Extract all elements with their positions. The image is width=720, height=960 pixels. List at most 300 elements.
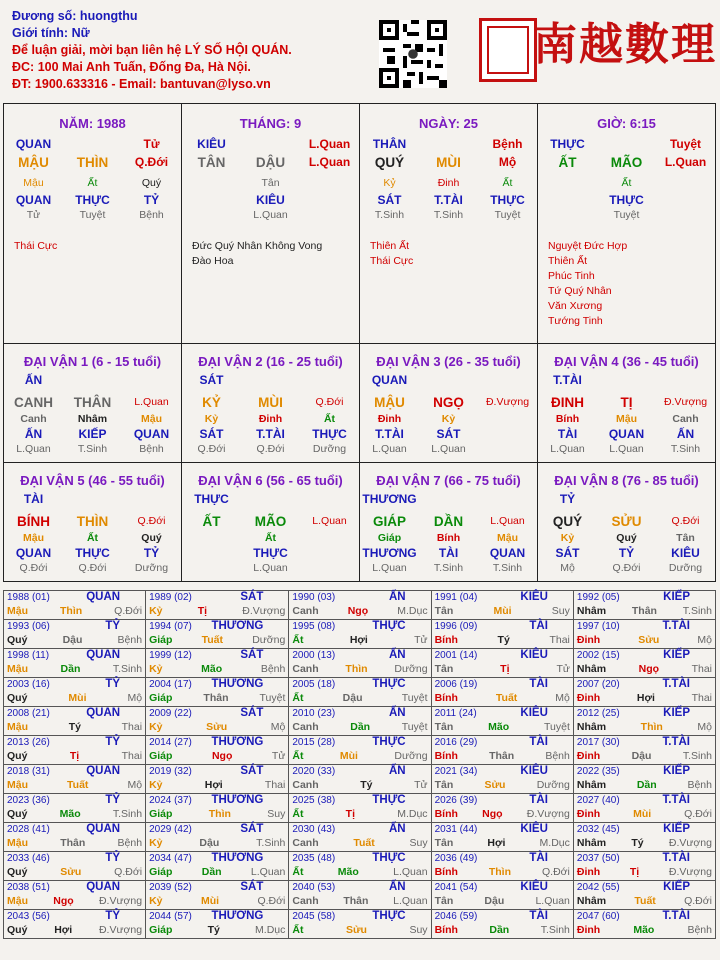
dai-van-phase-row-item: Q.Đới bbox=[197, 443, 226, 455]
dai-van-god-row bbox=[182, 427, 359, 443]
dai-van-god-row-item: THỰC bbox=[312, 427, 347, 441]
dai-van-god-row-item: QUAN bbox=[15, 546, 52, 560]
year-branch: Hợi bbox=[349, 634, 368, 646]
year-phase: Thai bbox=[121, 721, 143, 733]
year-branch: Dậu bbox=[342, 692, 363, 704]
year-cell bbox=[146, 620, 289, 649]
contact-line: Để luận giải, mời bạn liên hệ LÝ SỐ HỘI QUÁN. bbox=[12, 43, 292, 57]
pillar-title: GIỜ: 6:15 bbox=[597, 116, 656, 131]
year-label: 1991 (04) bbox=[434, 592, 478, 603]
year-cell bbox=[431, 591, 573, 620]
year-branch: Tý bbox=[497, 634, 510, 646]
year-phase: Mộ bbox=[127, 692, 143, 704]
dai-van-hidden-row bbox=[360, 532, 537, 546]
year-stem: Tân bbox=[434, 779, 454, 791]
gender: Giới tính: Nữ bbox=[12, 26, 90, 40]
year-phase: M.Dục bbox=[397, 605, 428, 617]
pillar-top-row-item: Tử bbox=[143, 137, 160, 151]
dai-van-god: THỰC bbox=[194, 492, 229, 506]
dai-van-hidden-row-item bbox=[300, 532, 359, 546]
dai-van-stem-row-item: Q.Đới bbox=[137, 515, 166, 527]
year-phase: L.Quan bbox=[250, 866, 286, 878]
dai-van-hidden-row-item: Mậu bbox=[23, 532, 44, 544]
year-phase: Dưỡng bbox=[394, 750, 428, 762]
dai-van-top-row bbox=[360, 373, 537, 391]
year-stem: Nhâm bbox=[576, 779, 607, 791]
year-cell bbox=[146, 765, 289, 794]
dai-van-stem-row-item: Đ.Vượng bbox=[485, 396, 530, 408]
dai-van-stem-row bbox=[182, 391, 359, 413]
year-label: 2017 (30) bbox=[576, 737, 620, 748]
year-cell bbox=[573, 765, 715, 794]
year-phase: T.Sinh bbox=[112, 663, 143, 675]
year-god: TỶ bbox=[105, 678, 121, 690]
year-label: 2019 (32) bbox=[149, 766, 192, 777]
dai-van-hidden-row bbox=[182, 532, 359, 546]
dai-van-god: SÁT bbox=[199, 373, 224, 387]
year-stem: Tân bbox=[434, 895, 454, 907]
dai-van-title: ĐẠI VẬN 2 (16 - 25 tuổi) bbox=[198, 354, 343, 369]
pillar-stem-row-item: MÙI bbox=[436, 155, 461, 170]
pillar-top-row-item: THỰC bbox=[550, 137, 585, 151]
blank bbox=[597, 373, 656, 391]
dai-van-phase-row bbox=[182, 562, 359, 576]
year-stem: Kỷ bbox=[149, 605, 163, 617]
year-cell bbox=[573, 736, 715, 765]
pillar-hidden-row-item: Quý bbox=[141, 177, 162, 189]
year-god: KIÊU bbox=[520, 649, 548, 661]
dai-van-phase-row-item: L.Quan bbox=[253, 562, 288, 574]
year-branch: Dậu bbox=[62, 634, 83, 646]
year-phase: Tuyệt bbox=[259, 692, 286, 704]
year-cell bbox=[431, 881, 573, 910]
dai-van-stem-row-item: L.Quan bbox=[312, 515, 347, 527]
year-god: T.TÀI bbox=[662, 678, 690, 690]
pillar-god-row-item: THỰC bbox=[609, 193, 644, 207]
year-cell bbox=[431, 736, 573, 765]
dai-van-title: ĐẠI VẬN 1 (6 - 15 tuổi) bbox=[23, 354, 162, 369]
year-phase: Tuyệt bbox=[401, 692, 428, 704]
dai-van-phase-row-item: Q.Đới bbox=[78, 562, 107, 574]
year-label: 2005 (18) bbox=[292, 679, 336, 690]
dai-van-god-row-item: TỶ bbox=[618, 546, 635, 560]
year-cell bbox=[289, 736, 431, 765]
pillar-top-row bbox=[182, 137, 359, 155]
year-cell bbox=[146, 591, 289, 620]
pillar-top-row-item bbox=[241, 137, 300, 155]
year-phase: Bệnh bbox=[545, 750, 570, 762]
dai-van-hidden-row-item: Mậu bbox=[497, 532, 518, 544]
year-cell bbox=[4, 736, 146, 765]
dai-van-2 bbox=[182, 344, 360, 463]
star-label: Nguyệt Đức Hợp bbox=[548, 240, 628, 252]
year-label: 2026 (39) bbox=[434, 795, 478, 806]
pillar-stem-row-item: MÃO bbox=[610, 155, 643, 170]
year-stem: Đinh bbox=[576, 924, 601, 936]
year-stem: Kỷ bbox=[149, 779, 163, 791]
year-god: THƯƠNG bbox=[211, 910, 264, 922]
year-label: 2039 (52) bbox=[149, 882, 192, 893]
year-phase: Suy bbox=[409, 837, 428, 849]
dai-van-god-row-item: SÁT bbox=[199, 427, 224, 441]
dai-van-phase-row-item bbox=[300, 562, 359, 576]
year-stem: Giáp bbox=[149, 866, 173, 878]
year-cell bbox=[573, 852, 715, 881]
year-branch: Sửu bbox=[345, 924, 367, 936]
dai-van-hidden-row-item: Bính bbox=[555, 413, 580, 425]
pillar-day bbox=[360, 104, 538, 344]
dai-van-phase-row bbox=[538, 562, 715, 576]
year-branch: Thìn bbox=[208, 808, 231, 820]
year-god: SÁT bbox=[240, 765, 264, 777]
year-label: 1992 (05) bbox=[576, 592, 620, 603]
year-branch: Mão bbox=[201, 663, 223, 675]
pillar-phase-row-item: T.Sinh bbox=[374, 209, 405, 221]
pillar-hidden-row-item: Ất bbox=[87, 177, 98, 189]
pillar-god-row bbox=[4, 193, 181, 209]
dai-van-god-row-item bbox=[478, 427, 537, 443]
pillar-stem-row bbox=[360, 155, 537, 177]
year-phase: M.Dục bbox=[255, 924, 286, 936]
dai-van-stem-row-item: GIÁP bbox=[372, 513, 406, 529]
year-stem: Kỷ bbox=[149, 895, 163, 907]
dai-van-god-row-item: THỰC bbox=[253, 546, 288, 560]
blank bbox=[478, 373, 537, 391]
blank bbox=[122, 373, 181, 391]
dai-van-stem-row-item: MÃO bbox=[254, 513, 287, 529]
pillar-god-row bbox=[538, 193, 715, 209]
year-phase: Q.Đới bbox=[684, 895, 712, 907]
pillar-god-row-item: TỶ bbox=[143, 193, 160, 207]
dai-van-god: ẤN bbox=[24, 373, 43, 387]
dai-van-6 bbox=[182, 463, 360, 582]
year-label: 2038 (51) bbox=[7, 882, 50, 893]
pillars-grid bbox=[3, 103, 716, 582]
year-branch: Tý bbox=[68, 721, 81, 733]
pillar-hidden-row-item: Kỷ bbox=[383, 177, 396, 189]
dai-van-god-row-item: T.TÀI bbox=[375, 427, 404, 441]
year-cell bbox=[146, 910, 289, 939]
year-god: T.TÀI bbox=[662, 910, 690, 922]
dai-van-god-row bbox=[182, 546, 359, 562]
dai-van-top-row bbox=[360, 492, 537, 510]
year-cell bbox=[573, 794, 715, 823]
pillar-hidden-row bbox=[538, 177, 715, 193]
blank bbox=[419, 492, 478, 510]
year-cell bbox=[289, 881, 431, 910]
year-cell bbox=[4, 852, 146, 881]
year-cell bbox=[289, 591, 431, 620]
year-stem: Đinh bbox=[576, 866, 601, 878]
year-branch: Tý bbox=[207, 924, 220, 936]
year-god: THỰC bbox=[372, 678, 406, 690]
dai-van-stem-row-item: SỬU bbox=[611, 513, 642, 529]
year-cell bbox=[431, 649, 573, 678]
year-cell bbox=[573, 649, 715, 678]
year-label: 2029 (42) bbox=[149, 824, 192, 835]
qr-code-icon bbox=[379, 20, 447, 88]
year-stem: Bính bbox=[434, 866, 458, 878]
year-phase: Dưỡng bbox=[394, 663, 428, 675]
year-phase: Q.Đới bbox=[684, 808, 712, 820]
year-label: 2010 (23) bbox=[292, 708, 336, 719]
dai-van-3 bbox=[360, 344, 538, 463]
blank bbox=[419, 373, 478, 391]
year-god: THỰC bbox=[372, 620, 406, 632]
year-god: T.TÀI bbox=[662, 852, 690, 864]
pillar-top-row-item bbox=[63, 137, 122, 155]
year-branch: Mùi bbox=[493, 605, 512, 617]
year-branch: Tý bbox=[631, 837, 644, 849]
year-branch: Thân bbox=[203, 692, 229, 704]
blank bbox=[122, 492, 181, 510]
year-god: SÁT bbox=[240, 707, 264, 719]
year-label: 1998 (11) bbox=[7, 650, 50, 661]
dai-van-stem-row bbox=[182, 510, 359, 532]
dai-van-phase-row-item: Q.Đới bbox=[612, 562, 641, 574]
year-god: KIÊU bbox=[520, 765, 548, 777]
year-phase: Đ.Vượng bbox=[526, 808, 570, 820]
dai-van-hidden-row-item: Nhâm bbox=[77, 413, 108, 425]
dai-van-hidden-row bbox=[4, 532, 181, 546]
pillar-top-row-item bbox=[419, 137, 478, 155]
blank bbox=[63, 373, 122, 391]
year-phase: Đ.Vượng bbox=[98, 895, 143, 907]
dai-van-god-row-item: QUAN bbox=[608, 427, 645, 441]
dai-van-stem-row-item: KỶ bbox=[202, 394, 221, 410]
dai-van-top-row bbox=[182, 373, 359, 391]
year-stem: Nhâm bbox=[576, 895, 607, 907]
year-phase: Tuyệt bbox=[544, 721, 570, 733]
dai-van-phase-row bbox=[360, 443, 537, 457]
year-branch: Hợi bbox=[487, 837, 506, 849]
dai-van-god-row bbox=[538, 546, 715, 562]
dai-van-god-row-item: ẤN bbox=[676, 427, 695, 441]
seal-stamp-icon bbox=[479, 18, 537, 82]
dai-van-stem-row bbox=[360, 510, 537, 532]
dai-van-5 bbox=[4, 463, 182, 582]
year-phase: Tử bbox=[414, 634, 428, 646]
year-label: 2012 (25) bbox=[576, 708, 620, 719]
dai-van-stem-row-item: THÂN bbox=[73, 394, 112, 410]
year-branch: Hợi bbox=[204, 779, 223, 791]
dai-van-god-row-item: QUAN bbox=[133, 427, 170, 441]
year-stem: Nhâm bbox=[576, 605, 607, 617]
year-phase: Dưỡng bbox=[252, 634, 286, 646]
year-stem: Tân bbox=[434, 837, 454, 849]
year-branch: Dần bbox=[60, 663, 81, 675]
pillar-phase-row bbox=[182, 209, 359, 225]
year-god: TÀI bbox=[529, 678, 548, 690]
year-label: 2015 (28) bbox=[292, 737, 336, 748]
pillar-stem-row-item: DẬU bbox=[255, 155, 286, 170]
year-label: 2000 (13) bbox=[292, 650, 336, 661]
year-phase: Bệnh bbox=[117, 634, 143, 646]
year-stem: Bính bbox=[434, 808, 458, 820]
dai-van-hidden-row-item: Giáp bbox=[377, 532, 402, 544]
year-cell bbox=[4, 794, 146, 823]
year-stem: Canh bbox=[292, 895, 319, 907]
year-cell bbox=[573, 881, 715, 910]
year-god: KIÊU bbox=[520, 823, 548, 835]
year-label: 2028 (41) bbox=[7, 824, 50, 835]
pillar-year bbox=[4, 104, 182, 344]
dai-van-phase-row bbox=[182, 443, 359, 457]
dai-van-phase-row-item: L.Quan bbox=[431, 443, 466, 455]
blank bbox=[300, 373, 359, 391]
pillar-hidden-row-item bbox=[656, 177, 715, 193]
year-god: SÁT bbox=[240, 823, 264, 835]
year-cell bbox=[431, 765, 573, 794]
star-label: Thiên Ất bbox=[548, 255, 588, 267]
pillar-god-row-item: THỰC bbox=[75, 193, 110, 207]
pillar-month bbox=[182, 104, 360, 344]
star-label: Thái Cực bbox=[370, 255, 414, 267]
year-phase: L.Quan bbox=[535, 895, 570, 907]
dai-van-hidden-row-item: Đinh bbox=[377, 413, 402, 425]
year-label: 2030 (43) bbox=[292, 824, 336, 835]
pillar-top-row bbox=[360, 137, 537, 155]
dai-van-god-row-item: SÁT bbox=[436, 427, 461, 441]
year-stem: Canh bbox=[292, 837, 319, 849]
dai-van-stem-row-item: NGỌ bbox=[433, 394, 464, 410]
year-god: THỰC bbox=[372, 910, 406, 922]
pillar-god-row-item: KIÊU bbox=[256, 193, 285, 207]
dai-van-4 bbox=[538, 344, 716, 463]
star-label: Văn Xương bbox=[548, 300, 603, 312]
dai-van-phase-row bbox=[4, 562, 181, 576]
dai-van-phase-row-item: T.Sinh bbox=[670, 443, 701, 455]
year-label: 1993 (06) bbox=[7, 621, 50, 632]
year-cell bbox=[4, 620, 146, 649]
year-branch: Mùi bbox=[68, 692, 87, 704]
pillar-god-row-item bbox=[656, 193, 715, 209]
year-god: KIẾP bbox=[663, 591, 690, 603]
year-label: 2011 (24) bbox=[434, 708, 477, 719]
year-cell bbox=[573, 620, 715, 649]
year-cell bbox=[289, 707, 431, 736]
pillar-god-row-item: QUAN bbox=[15, 193, 52, 207]
year-label: 2034 (47) bbox=[149, 853, 192, 864]
year-label: 2009 (22) bbox=[149, 708, 192, 719]
year-branch: Sửu bbox=[60, 866, 82, 878]
pillar-title: THÁNG: 9 bbox=[239, 116, 302, 131]
year-branch: Ngọ bbox=[638, 663, 660, 675]
dai-van-hidden-row-item: Kỷ bbox=[560, 532, 575, 544]
year-cell bbox=[573, 823, 715, 852]
year-label: 2021 (34) bbox=[434, 766, 478, 777]
dai-van-stem-row-item: L.Quan bbox=[490, 515, 525, 527]
year-label: 1995 (08) bbox=[292, 621, 336, 632]
year-cell bbox=[4, 765, 146, 794]
year-god: ẤN bbox=[388, 591, 406, 603]
year-label: 2025 (38) bbox=[292, 795, 336, 806]
dai-van-god-row bbox=[4, 546, 181, 562]
dai-van-8 bbox=[538, 463, 716, 582]
address-line: ĐC: 100 Mai Anh Tuấn, Đống Đa, Hà Nội. bbox=[12, 60, 251, 74]
year-label: 2035 (48) bbox=[292, 853, 336, 864]
dai-van-title: ĐẠI VẬN 8 (76 - 85 tuổi) bbox=[554, 473, 699, 488]
year-label: 2007 (20) bbox=[576, 679, 620, 690]
year-stem: Mậu bbox=[7, 895, 28, 907]
year-cell bbox=[431, 794, 573, 823]
year-phase: Thai bbox=[691, 663, 712, 675]
pillar-stem-row bbox=[538, 155, 715, 177]
pillar-phase-row-item: Tuyệt bbox=[79, 209, 106, 221]
year-phase: L.Quan bbox=[393, 895, 428, 907]
pillar-god-row-item bbox=[182, 193, 241, 209]
year-branch: Dần bbox=[636, 779, 657, 791]
year-stem: Ất bbox=[292, 692, 304, 704]
dai-van-top-row bbox=[182, 492, 359, 510]
year-branch: Dần bbox=[489, 924, 510, 936]
dai-van-phase-row-item: L.Quan bbox=[372, 562, 407, 574]
year-branch: Mão bbox=[59, 808, 81, 820]
year-cell bbox=[289, 765, 431, 794]
dai-van-stem-row bbox=[538, 391, 715, 413]
year-phase: Thai bbox=[264, 779, 286, 791]
year-phase: Mộ bbox=[555, 692, 570, 704]
year-god: QUAN bbox=[86, 765, 121, 777]
dai-van-stem-row bbox=[360, 391, 537, 413]
year-god: TÀI bbox=[529, 794, 548, 806]
year-branch: Mão bbox=[633, 924, 655, 936]
year-god: SÁT bbox=[240, 649, 264, 661]
year-branch: Tị bbox=[69, 750, 80, 762]
pillar-hidden-row-item: Mậu bbox=[23, 177, 44, 189]
pillar-god-row-item: T.TÀI bbox=[434, 193, 463, 207]
year-stem: Quý bbox=[7, 808, 28, 820]
blank bbox=[656, 373, 715, 391]
year-god: THỰC bbox=[372, 736, 406, 748]
year-branch: Thân bbox=[489, 750, 515, 762]
dai-van-god: THƯƠNG bbox=[362, 492, 417, 506]
pillar-hidden-row bbox=[360, 177, 537, 193]
dai-van-stem-row bbox=[538, 510, 715, 532]
dai-van-hidden-row-item: Quý bbox=[616, 532, 637, 544]
year-phase: Bệnh bbox=[687, 924, 712, 936]
year-stem: Đinh bbox=[576, 634, 601, 646]
year-label: 2002 (15) bbox=[576, 650, 620, 661]
year-stem: Giáp bbox=[149, 808, 173, 820]
dai-van-god-row-item bbox=[182, 546, 241, 562]
blank bbox=[63, 492, 122, 510]
year-branch: Tị bbox=[629, 866, 640, 878]
year-cell bbox=[431, 678, 573, 707]
year-phase: M.Dục bbox=[539, 837, 570, 849]
year-cell bbox=[431, 852, 573, 881]
year-cell bbox=[289, 794, 431, 823]
pillar-top-row-item: QUAN bbox=[15, 137, 52, 151]
dai-van-hidden-row-item: Mậu bbox=[616, 413, 637, 425]
dai-van-stem-row-item: DẦN bbox=[433, 513, 464, 529]
blank bbox=[478, 492, 537, 510]
star-label: Đức Quý Nhân Không Vong bbox=[192, 240, 323, 252]
dai-van-hidden-row-item: Mậu bbox=[141, 413, 162, 425]
pillar-phase-row-item: T.Sinh bbox=[433, 209, 464, 221]
pillar-god-row-item bbox=[538, 193, 597, 209]
dai-van-top-row bbox=[538, 373, 715, 391]
pillar-hidden-row-item: Ất bbox=[621, 177, 632, 189]
year-cell bbox=[4, 678, 146, 707]
year-god: KIÊU bbox=[520, 881, 548, 893]
year-stem: Nhâm bbox=[576, 721, 607, 733]
pillar-phase-row-item: Tử bbox=[26, 209, 41, 221]
year-cell bbox=[573, 591, 715, 620]
year-label: 1996 (09) bbox=[434, 621, 478, 632]
year-phase: Mộ bbox=[127, 779, 143, 791]
pillar-stem-row-item: THÌN bbox=[76, 155, 109, 170]
